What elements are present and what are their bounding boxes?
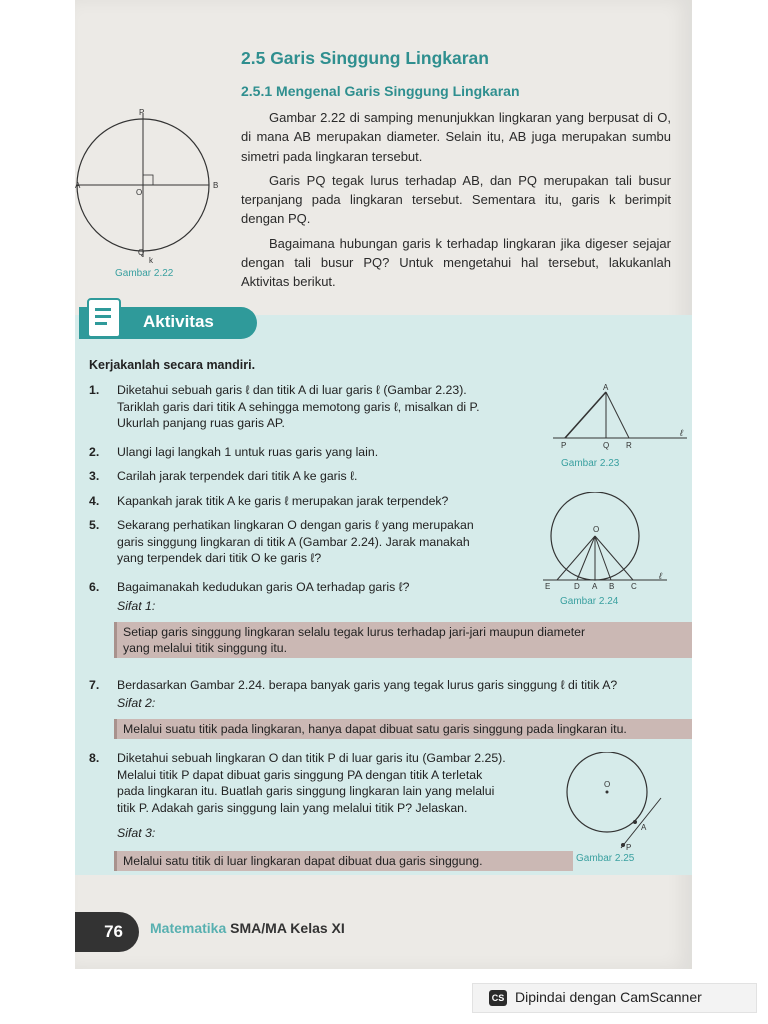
figure-2-23 xyxy=(551,380,691,460)
label-q: Q xyxy=(603,441,610,450)
label-e: E xyxy=(545,582,551,591)
item-line: garis singgung lingkaran di titik A (Gambar 2.24). Jarak manakah xyxy=(117,534,470,549)
figure-2-24-caption: Gambar 2.24 xyxy=(560,596,619,607)
item-number: 8. xyxy=(89,751,100,765)
notebook-icon xyxy=(87,298,121,338)
label-p: P xyxy=(561,441,567,450)
item-line: Bagaimanakah kedudukan garis OA terhadap garis ℓ? xyxy=(117,580,410,594)
sifat-2-label: Sifat 2: xyxy=(117,696,156,710)
point-p-dot xyxy=(621,843,625,847)
item-number: 1. xyxy=(89,383,100,397)
book-title-level: SMA/MA Kelas XI xyxy=(226,920,345,936)
label-r: R xyxy=(626,441,632,450)
item-line: Diketahui sebuah lingkaran O dan titik P di luar garis itu (Gambar 2.25). xyxy=(117,751,506,765)
label-p: P xyxy=(139,108,145,117)
label-b: B xyxy=(213,181,219,190)
figure-2-22 xyxy=(75,105,235,265)
label-a: A xyxy=(592,582,598,591)
item-line: Kapankah jarak titik A ke garis ℓ merupakan jarak terpendek? xyxy=(117,494,449,508)
label-o: O xyxy=(136,188,143,197)
segment-ar xyxy=(606,392,629,438)
figure-2-22-caption: Gambar 2.22 xyxy=(115,268,174,279)
right-angle-mark xyxy=(143,175,153,185)
book-title-subject: Matematika xyxy=(150,920,227,936)
book-page xyxy=(75,0,692,969)
sifat-3-line: Melalui satu titik di luar lingkaran dapat dibuat dua garis singgung. xyxy=(123,854,483,868)
intro-paragraph-2: Garis PQ tegak lurus terhadap AB, dan PQ merupakan tali busur terpanjang pada lingkaran tersebut. Sementara itu, garis k berimpit dengan PQ. xyxy=(241,172,671,227)
segment-ob xyxy=(595,536,611,580)
segment-oc xyxy=(595,536,633,580)
sifat-1-line: Setiap garis singgung lingkaran selalu tegak lurus terhadap jari-jari maupun diameter xyxy=(123,625,586,639)
label-k: k xyxy=(149,256,153,265)
intro-paragraph-3: Bagaimana hubungan garis k terhadap lingkaran jika digeser sejajar dengan tali busur PQ? Untuk mengetahui hal tersebut, lakukanlah Aktivitas berikut. xyxy=(241,235,671,290)
intro-text xyxy=(241,108,671,292)
page-number-tab xyxy=(75,912,139,952)
figure-2-23-caption: Gambar 2.23 xyxy=(561,458,620,469)
label-d: D xyxy=(574,582,580,591)
figure-2-25 xyxy=(559,752,669,852)
sifat-3-label: Sifat 3: xyxy=(117,826,156,840)
segment-od xyxy=(577,536,595,580)
item-line: yang terpendek dari titik O ke garis ℓ? xyxy=(117,551,322,565)
segment-oe xyxy=(557,536,595,580)
item-number: 6. xyxy=(89,580,100,594)
label-b: B xyxy=(609,582,615,591)
subsection-title: 2.5.1 Mengenal Garis Singgung Lingkaran xyxy=(241,83,520,99)
figure-2-24 xyxy=(541,492,671,596)
point-a-dot xyxy=(633,820,637,824)
camscanner-text: Dipindai dengan CamScanner xyxy=(515,989,702,1005)
item-line: titik P. Adakah garis singgung lain yang melalui titik P? Jelaskan. xyxy=(117,800,468,815)
item-line: Ulangi lagi langkah 1 untuk ruas garis yang lain. xyxy=(117,445,379,459)
sifat-2-box xyxy=(117,719,692,739)
camscanner-watermark xyxy=(472,983,757,1013)
item-line: Melalui titik P dapat dibuat garis singgung PA dengan titik A terletak xyxy=(117,767,483,782)
sifat-1-line: yang melalui titik singgung itu. xyxy=(123,641,288,655)
book-title xyxy=(150,920,345,936)
camscanner-logo-icon: CS xyxy=(489,990,507,1006)
sifat-1-box xyxy=(117,622,692,658)
segment-ap xyxy=(565,392,606,438)
sifat-3-box xyxy=(117,851,573,871)
label-p: P xyxy=(626,843,632,852)
label-o: O xyxy=(593,525,600,534)
item-line: Ukurlah panjang ruas garis AP. xyxy=(117,416,285,430)
item-number: 3. xyxy=(89,469,100,483)
activity-lead: Kerjakanlah secara mandiri. xyxy=(89,358,256,372)
item-line: Diketahui sebuah garis ℓ dan titik A di luar garis ℓ (Gambar 2.23). xyxy=(117,383,467,397)
page-number: 76 xyxy=(104,922,123,941)
sifat-1-label: Sifat 1: xyxy=(117,599,156,613)
label-l: ℓ xyxy=(659,571,662,581)
label-q: Q xyxy=(138,248,145,257)
item-number: 5. xyxy=(89,518,100,532)
item-line: Berdasarkan Gambar 2.24. berapa banyak garis yang tegak lurus garis singgung ℓ di titik A? xyxy=(117,678,618,692)
label-c: C xyxy=(631,582,637,591)
activity-title: Aktivitas xyxy=(143,312,214,331)
label-l: ℓ xyxy=(680,428,683,438)
label-a: A xyxy=(641,823,647,832)
figure-2-25-caption: Gambar 2.25 xyxy=(576,853,635,864)
label-a: A xyxy=(75,181,81,190)
center-dot xyxy=(606,791,609,794)
label-o: O xyxy=(604,780,611,789)
item-line: Carilah jarak terpendek dari titik A ke garis ℓ. xyxy=(117,469,358,483)
label-a: A xyxy=(603,383,609,392)
intro-paragraph-1: Gambar 2.22 di samping menunjukkan lingkaran yang berpusat di O, di mana AB merupakan diameter. Selain itu, AB juga merupakan sumbu simetri pada lingkaran tersebut. xyxy=(241,110,671,164)
item-line: Sekarang perhatikan lingkaran O dengan garis ℓ yang merupakan xyxy=(117,518,474,532)
item-number: 2. xyxy=(89,445,100,459)
item-line: pada lingkaran itu. Buatlah garis singgung lingkaran lain yang melalui xyxy=(117,784,495,798)
item-number: 4. xyxy=(89,494,100,508)
item-number: 7. xyxy=(89,678,100,692)
section-title: 2.5 Garis Singgung Lingkaran xyxy=(241,48,489,68)
sifat-2-line: Melalui suatu titik pada lingkaran, hanya dapat dibuat satu garis singgung pada lingkaran itu. xyxy=(123,722,627,736)
item-line: Tariklah garis dari titik A sehingga memotong garis ℓ, misalkan di P. xyxy=(117,399,480,414)
